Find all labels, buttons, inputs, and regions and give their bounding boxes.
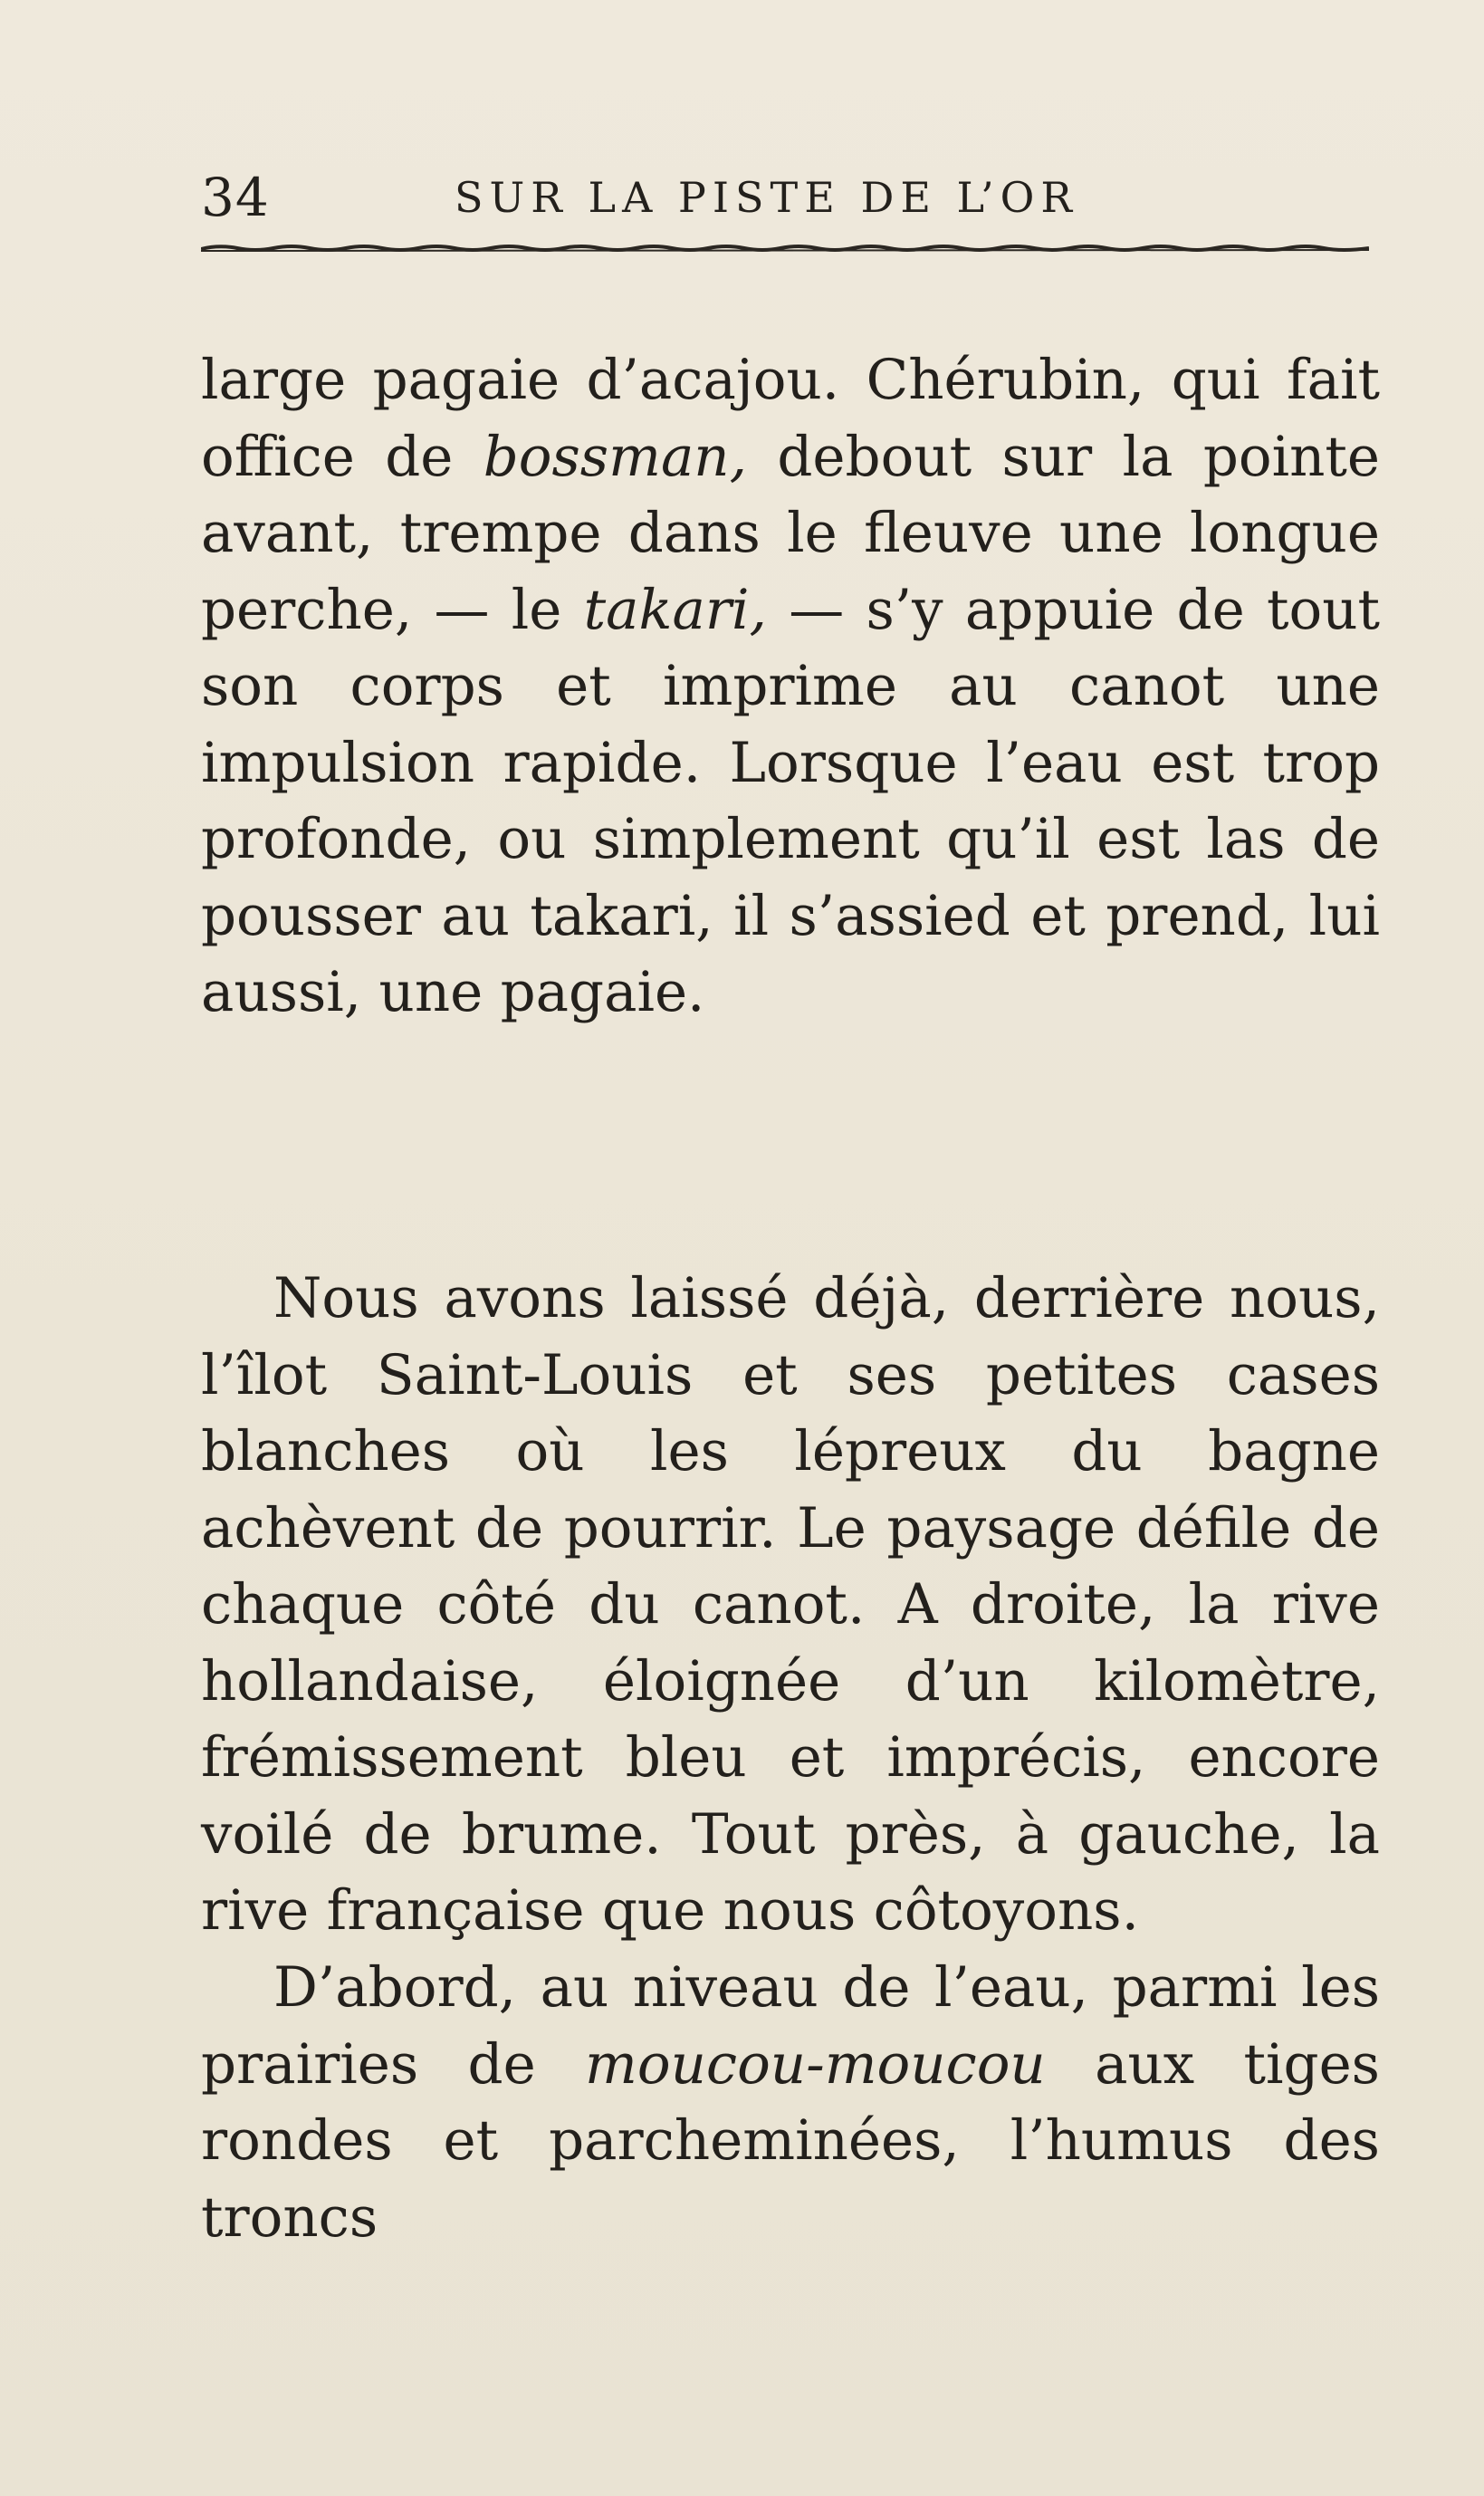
paragraph-3 (201, 1950, 1380, 2256)
paragraph-3-text-a: D’abord, au niveau de l’eau, parmi les prairies de (201, 1955, 1380, 2097)
paragraph-2: Nous avons laissé déjà, derrière nous, l’îlot Saint-Louis et ses petites cases blanches où les lépreux du bagne achèvent de pourrir. Le paysage défile de chaque côté du canot. A droite, la rive hollandaise, éloignée d’un kilomètre, frémissement bleu et imprécis, encore voilé de brume. Tout près, à gauche, la rive française que nous côtoyons. (201, 1266, 1380, 1943)
paragraph-3-text-b: aux tiges rondes et parcheminées, l’humus des troncs (201, 2031, 1380, 2250)
paragraph-1 (201, 342, 1380, 1032)
asterism-separator (756, 1103, 828, 1166)
paragraph-1-text-b: debout sur la pointe avant, trempe dans le fleuve une longue perche, — le (201, 424, 1380, 642)
paragraph-1-text-a: large pagaie d’acajou. Chérubin, qui fait office de (201, 348, 1380, 489)
term-takari: takari, (583, 577, 767, 642)
page-header (201, 161, 1369, 234)
header-rule (201, 241, 1369, 255)
running-title: SUR LA PISTE DE L’OR (455, 173, 1079, 222)
term-moucou-moucou: moucou-moucou (585, 2031, 1046, 2097)
page-number: 34 (201, 167, 270, 228)
paragraph-1-text-c: — s’y appuie de tout son corps et imprime au canot une impulsion rapide. Lorsque l’eau est trop profonde, ou simplement qu’il est las de pousser au takari, il s’assied et prend, lui aussi, une pagaie. (201, 577, 1380, 1024)
term-bossman: bossman, (483, 424, 747, 489)
